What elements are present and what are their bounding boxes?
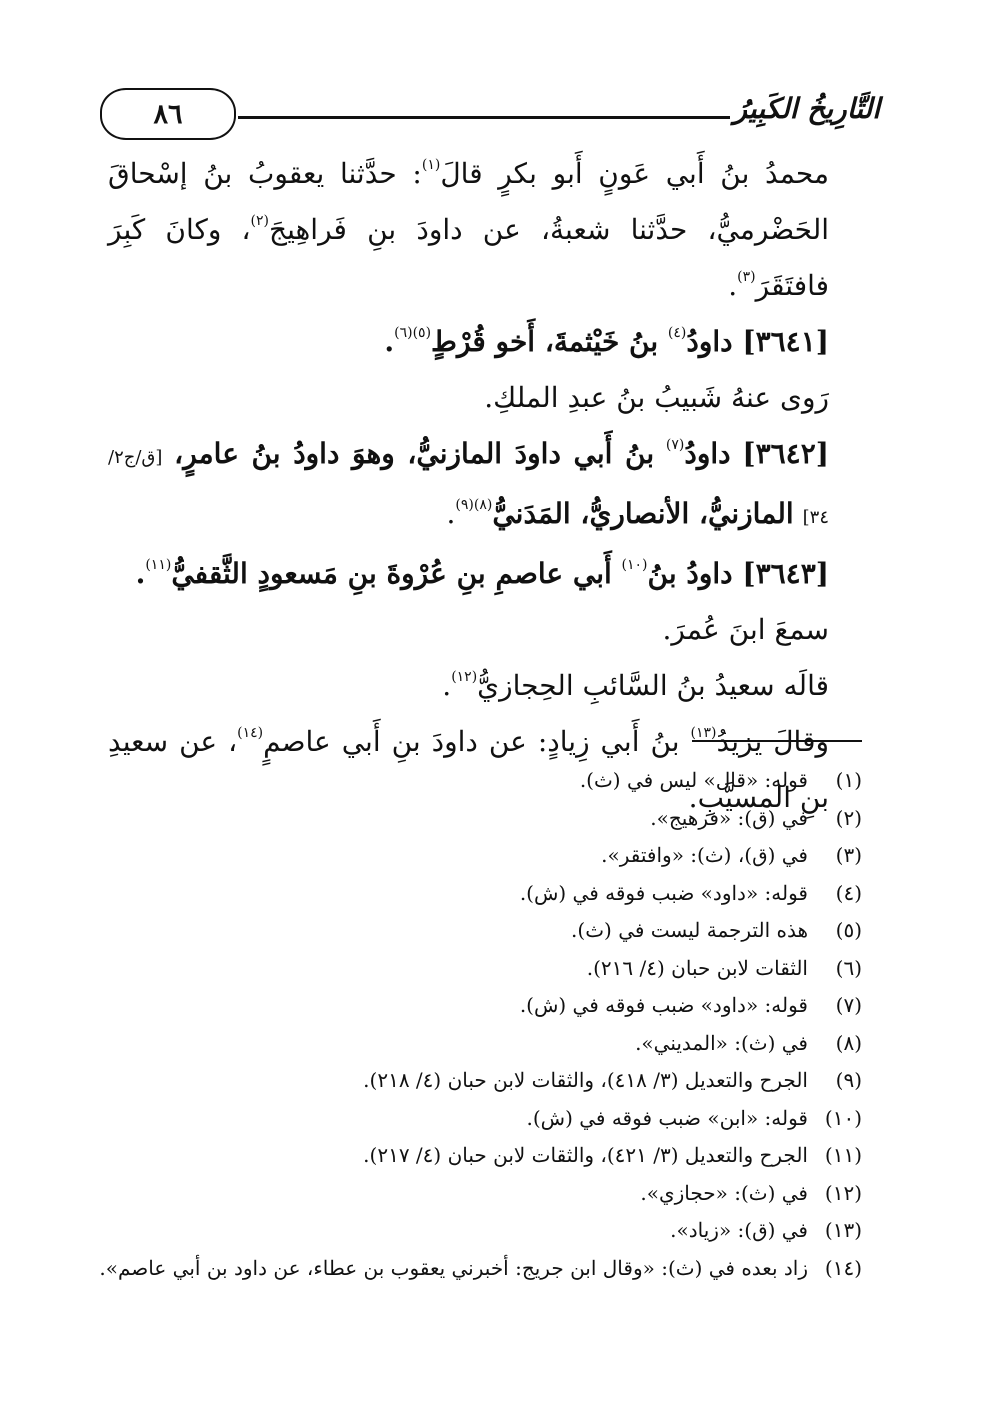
entry-3643-heading: [٣٦٤٣] داودُ بنُ$^{(١٠)}$ أَبي عاصمِ بنِ عُرْوةَ بنِ مَسعودٍ الثَّقفيُّ$^{(١١)}$. <box>135 557 829 590</box>
footnote-ref[interactable]: (٥)(٦) <box>394 325 432 341</box>
footnote-ref[interactable]: (٣) <box>737 269 756 285</box>
footnote-text: في (ث): «حجازي». <box>640 1180 808 1205</box>
book-title: التَّارِيخُ الكَبِيرُ <box>733 92 880 125</box>
footnote-number: (٦) <box>835 955 862 980</box>
footnote-number: (٥) <box>835 918 862 942</box>
footnote-number: (٢) <box>835 805 862 830</box>
footnote-text: قوله: «قال» ليس في (ث). <box>579 768 808 792</box>
footnote-item <box>100 875 862 913</box>
footnote-number: (١٤) <box>824 1255 862 1280</box>
footnote-ref[interactable]: (٤) <box>667 325 687 341</box>
footnote-text: في (ق): «فرهيج». <box>650 805 808 830</box>
footnote-text: قوله: «داود» ضبب فوقه في (ش). <box>519 993 808 1017</box>
page-header <box>100 88 880 138</box>
footnote-item <box>100 762 862 800</box>
footnotes-list <box>100 762 862 1287</box>
footnote-ref[interactable]: (١) <box>421 157 441 173</box>
footnote-ref[interactable]: (١٠) <box>621 557 648 573</box>
header-rule <box>238 116 730 119</box>
footnote-text: الجرح والتعديل (٣/ ٤٢١)، والثقات لابن حبان (٤/ ٢١٧). <box>363 1143 808 1167</box>
entry-3641-heading: [٣٦٤١] داودُ$^{(٤)}$ بنُ خَيْثمةَ، أَخو قُرْطٍ$^{(٥)(٦)}$. <box>384 325 829 358</box>
footnote-number: (٩) <box>835 1068 862 1092</box>
footnote-text: قوله: «داود» ضبب فوقه في (ش). <box>519 880 808 905</box>
footnote-ref[interactable]: (١٣) <box>690 725 717 741</box>
footnote-number: (٧) <box>835 993 862 1017</box>
footnote-text: في (ث): «المديني». <box>635 1030 808 1055</box>
footnote-text: الثقات لابن حبان (٤/ ٢١٦). <box>586 955 808 980</box>
footnote-item <box>100 1212 862 1250</box>
footnote-ref[interactable]: (١١) <box>145 557 172 573</box>
footnote-number: (١٠) <box>824 1105 862 1130</box>
footnote-ref[interactable]: (٨)(٩) <box>455 497 493 513</box>
footnote-text: قوله: «ابن» ضبب فوقه في (ش). <box>526 1105 808 1130</box>
footnote-separator <box>692 740 862 742</box>
footnote-number: (١٢) <box>824 1180 862 1205</box>
entry-number: [٣٦٤٢] <box>742 437 829 470</box>
footnote-number: (١) <box>835 768 862 792</box>
footnote-text: هذه الترجمة ليست في (ث). <box>571 918 808 942</box>
entry-3642-heading: [٣٦٤٢] داودُ$^{(٧)}$ بنُ أَبي داودَ المازنيُّ، وهوَ داودُ بنُ عامرٍ، [ق/ج٢/ ٣٤] المازنيُّ، الأنصاريُّ، المَدَنيُّ$^{(٨)(٩)}$. <box>108 437 829 530</box>
footnote-ref[interactable]: (١٤) <box>237 725 264 741</box>
entry-3643-text-1: سمعَ ابنَ عُمرَ. <box>662 613 829 646</box>
footnote-ref[interactable]: (٧) <box>665 437 685 453</box>
footnote-ref[interactable]: (١٢) <box>451 669 478 685</box>
footnote-number: (١١) <box>824 1143 862 1167</box>
main-text <box>108 146 857 826</box>
entry-3643-text-2: قالَه سعيدُ بنُ السَّائبِ الحِجازيُّ$^{(١٢)}$. <box>442 669 829 702</box>
footnote-number: (٨) <box>835 1030 862 1055</box>
footnote-item <box>100 987 862 1025</box>
footnote-number: (٤) <box>835 880 862 905</box>
footnote-item <box>100 837 862 875</box>
footnote-number: (٣) <box>835 843 862 867</box>
entry-number: [٣٦٤١] <box>742 325 829 358</box>
footnote-text: الجرح والتعديل (٣/ ٤١٨)، والثقات لابن حبان (٤/ ٢١٨). <box>363 1068 808 1092</box>
footnote-item <box>100 1250 862 1288</box>
entry-3641-text: رَوى عنهُ شَبيبُ بنُ عبدِ الملكِ. <box>484 381 829 414</box>
footnote-item <box>100 1175 862 1213</box>
footnote-text: زاد بعده في (ث): «وقال ابن جريج: أخبرني يعقوب بن عطاء، عن داود بن أبي عاصم». <box>99 1255 808 1280</box>
footnote-text: في (ق)، (ث): «وافتقر». <box>601 843 808 867</box>
footnote-item <box>100 1137 862 1175</box>
footnote-text: في (ق): «زياد». <box>670 1218 808 1242</box>
footnote-item <box>100 950 862 988</box>
footnote-ref[interactable]: (٢) <box>250 213 270 229</box>
footnote-item <box>100 1100 862 1138</box>
entry-3643-text-3: وقالَ يزيدُ$^{(١٣)}$ بنُ أَبي زِيادٍ: عن داودَ بنِ أَبي عاصمٍ$^{(١٤)}$، عن سعيدِ بنِ المسيَّبِ. <box>108 725 829 814</box>
footnote-item <box>100 800 862 838</box>
entry-number: [٣٦٤٣] <box>742 557 829 590</box>
footnote-item <box>100 1025 862 1063</box>
intro-paragraph: محمدُ بنُ أَبي عَونٍ أَبو بكرٍ قالَ$^{(١)}$: حدَّثنا يعقوبُ بنُ إسْحاقَ الحَضْرميُّ، حدَّثنا شعبةُ، عن داودَ بنِ فَراهِيجَ$^{(٢)}$، وكانَ كَبِرَ فافتَقَرَ$^{(٣)}$. <box>108 157 830 302</box>
footnote-item <box>100 912 862 950</box>
footnote-item <box>100 1062 862 1100</box>
footnote-number: (١٣) <box>824 1218 862 1242</box>
page-number: ٨٦ <box>100 88 236 140</box>
folio-marker: [ق/ج٢/ ٣٤] <box>108 447 829 528</box>
